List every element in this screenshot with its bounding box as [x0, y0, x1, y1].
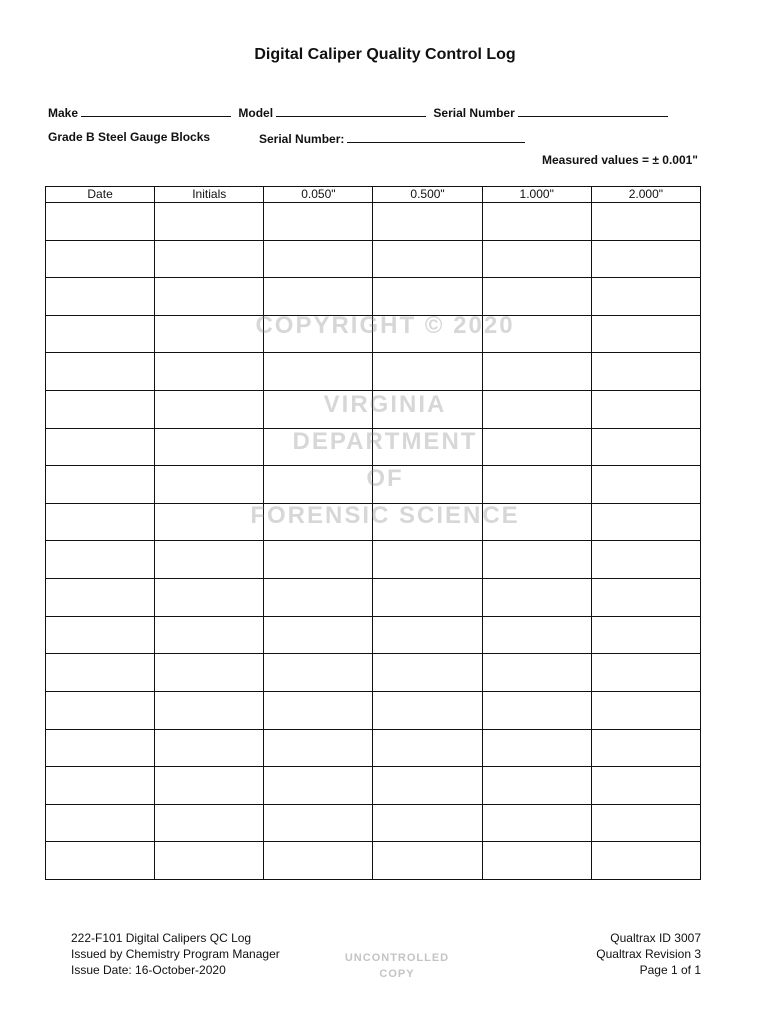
- table-cell[interactable]: [46, 466, 155, 504]
- qc-log-table: [45, 186, 701, 880]
- table-cell[interactable]: [155, 691, 264, 729]
- table-cell[interactable]: [46, 804, 155, 842]
- footer-qualtrax-id: Qualtrax ID 3007: [610, 931, 701, 945]
- table-cell[interactable]: [482, 804, 591, 842]
- table-cell[interactable]: [591, 240, 700, 278]
- table-cell[interactable]: [373, 240, 482, 278]
- table-cell[interactable]: [591, 729, 700, 767]
- table-cell[interactable]: [264, 353, 373, 391]
- table-cell[interactable]: [155, 767, 264, 805]
- table-cell[interactable]: [264, 203, 373, 241]
- table-cell[interactable]: [482, 541, 591, 579]
- table-cell[interactable]: [264, 428, 373, 466]
- footer-qualtrax-revision: Qualtrax Revision 3: [596, 947, 701, 961]
- table-row: [46, 654, 701, 692]
- table-cell[interactable]: [373, 767, 482, 805]
- table-cell[interactable]: [264, 729, 373, 767]
- table-row: [46, 203, 701, 241]
- table-cell[interactable]: [264, 278, 373, 316]
- table-cell[interactable]: [591, 466, 700, 504]
- table-cell[interactable]: [155, 278, 264, 316]
- table-cell[interactable]: [264, 503, 373, 541]
- table-header-row: [46, 187, 701, 203]
- table-cell[interactable]: [155, 391, 264, 429]
- table-row: [46, 278, 701, 316]
- table-cell[interactable]: [46, 842, 155, 880]
- table-cell[interactable]: [155, 804, 264, 842]
- table-cell[interactable]: [46, 729, 155, 767]
- table-cell[interactable]: [591, 278, 700, 316]
- table-cell[interactable]: [591, 315, 700, 353]
- table-cell[interactable]: [46, 541, 155, 579]
- table-cell[interactable]: [46, 278, 155, 316]
- table-cell[interactable]: [155, 541, 264, 579]
- table-cell[interactable]: [482, 428, 591, 466]
- header-1000: 1.000": [482, 187, 591, 203]
- table-cell[interactable]: [373, 579, 482, 617]
- table-cell[interactable]: [482, 767, 591, 805]
- table-cell[interactable]: [373, 203, 482, 241]
- gauge-blocks-label: Grade B Steel Gauge Blocks: [48, 130, 211, 144]
- table-cell[interactable]: [46, 654, 155, 692]
- table-cell[interactable]: [482, 353, 591, 391]
- table-cell[interactable]: [482, 503, 591, 541]
- table-cell[interactable]: [482, 654, 591, 692]
- table-cell[interactable]: [373, 391, 482, 429]
- table-cell[interactable]: [373, 466, 482, 504]
- table-cell[interactable]: [482, 240, 591, 278]
- table-cell[interactable]: [46, 203, 155, 241]
- watermark-line: FORENSIC SCIENCE: [250, 502, 520, 529]
- header-2000: 2.000": [591, 187, 700, 203]
- table-cell[interactable]: [46, 616, 155, 654]
- table-cell[interactable]: [591, 616, 700, 654]
- table-cell[interactable]: [482, 842, 591, 880]
- gauge-serial-label: Serial Number:: [259, 132, 345, 146]
- table-cell[interactable]: [264, 541, 373, 579]
- table-cell[interactable]: [46, 767, 155, 805]
- table-cell[interactable]: [482, 466, 591, 504]
- table-cell[interactable]: [155, 729, 264, 767]
- table-cell[interactable]: [591, 804, 700, 842]
- stamp-line: COPY: [379, 968, 415, 980]
- table-cell[interactable]: [46, 579, 155, 617]
- table-cell[interactable]: [264, 579, 373, 617]
- table-cell[interactable]: [46, 391, 155, 429]
- table-row: [46, 842, 701, 880]
- table-row: [46, 729, 701, 767]
- table-cell[interactable]: [482, 729, 591, 767]
- table-cell[interactable]: [373, 278, 482, 316]
- table-row: [46, 691, 701, 729]
- table-cell[interactable]: [482, 616, 591, 654]
- table-cell[interactable]: [591, 391, 700, 429]
- header-initials: Initials: [155, 187, 264, 203]
- footer-issuer: Issued by Chemistry Program Manager: [71, 947, 280, 961]
- table-cell[interactable]: [373, 842, 482, 880]
- table-row: [46, 579, 701, 617]
- table-row: [46, 541, 701, 579]
- table-cell[interactable]: [373, 541, 482, 579]
- table-cell[interactable]: [264, 315, 373, 353]
- table-cell[interactable]: [46, 240, 155, 278]
- table-row: [46, 503, 701, 541]
- watermark-line: VIRGINIA: [323, 391, 447, 418]
- gauge-serial-row: [259, 130, 529, 146]
- table-cell[interactable]: [373, 353, 482, 391]
- table-cell[interactable]: [155, 428, 264, 466]
- footer-qualtrax-info: [596, 930, 701, 978]
- table-row: [46, 391, 701, 429]
- page-title: Digital Caliper Quality Control Log: [254, 46, 516, 63]
- table-cell[interactable]: [46, 428, 155, 466]
- make-label: Make: [48, 106, 79, 120]
- table-cell[interactable]: [482, 203, 591, 241]
- serial-number-label: Serial Number: [433, 106, 515, 120]
- gauge-serial-field[interactable]: [347, 130, 525, 143]
- table-row: [46, 466, 701, 504]
- table-cell[interactable]: [591, 691, 700, 729]
- model-label: Model: [238, 106, 274, 120]
- stamp-line: UNCONTROLLED: [344, 952, 450, 964]
- table-cell[interactable]: [46, 315, 155, 353]
- table-cell[interactable]: [373, 804, 482, 842]
- table-cell[interactable]: [264, 654, 373, 692]
- table-cell[interactable]: [155, 203, 264, 241]
- copyright-watermark: COPYRIGHT © 2020: [255, 312, 515, 339]
- table-cell[interactable]: [155, 616, 264, 654]
- table-cell[interactable]: [373, 654, 482, 692]
- table-cell[interactable]: [155, 579, 264, 617]
- table-cell[interactable]: [155, 353, 264, 391]
- table-cell[interactable]: [373, 503, 482, 541]
- footer-page-number: Page 1 of 1: [639, 963, 701, 977]
- watermark-line: OF: [366, 465, 404, 492]
- table-cell[interactable]: [46, 353, 155, 391]
- table-cell[interactable]: [591, 579, 700, 617]
- table-cell[interactable]: [591, 428, 700, 466]
- header-0500: 0.500": [373, 187, 482, 203]
- table-cell[interactable]: [155, 842, 264, 880]
- table-cell[interactable]: [373, 428, 482, 466]
- table-cell[interactable]: [155, 654, 264, 692]
- table-cell[interactable]: [264, 842, 373, 880]
- header-date: Date: [46, 187, 155, 203]
- table-row: [46, 804, 701, 842]
- table-cell[interactable]: [591, 353, 700, 391]
- table-cell[interactable]: [155, 240, 264, 278]
- table-cell[interactable]: [482, 391, 591, 429]
- table-cell[interactable]: [264, 804, 373, 842]
- table-cell[interactable]: [482, 315, 591, 353]
- table-cell[interactable]: [264, 691, 373, 729]
- footer-form-id: 222-F101 Digital Calipers QC Log: [71, 931, 252, 945]
- table-cell[interactable]: [591, 842, 700, 880]
- table-cell[interactable]: [155, 503, 264, 541]
- measured-values-note: Measured values = ± 0.001": [541, 153, 698, 167]
- table-cell[interactable]: [373, 729, 482, 767]
- footer-issue-date: Issue Date: 16-October-2020: [71, 963, 226, 977]
- table-cell[interactable]: [264, 240, 373, 278]
- table-cell[interactable]: [264, 466, 373, 504]
- table-cell[interactable]: [46, 503, 155, 541]
- instrument-fields-row: [48, 104, 672, 120]
- table-row: [46, 240, 701, 278]
- table-cell[interactable]: [373, 616, 482, 654]
- table-cell[interactable]: [155, 466, 264, 504]
- table-cell[interactable]: [373, 315, 482, 353]
- table-cell[interactable]: [591, 541, 700, 579]
- table-row: [46, 315, 701, 353]
- table-cell[interactable]: [264, 616, 373, 654]
- table-cell[interactable]: [482, 579, 591, 617]
- table-cell[interactable]: [591, 654, 700, 692]
- table-cell[interactable]: [591, 767, 700, 805]
- table-cell[interactable]: [591, 503, 700, 541]
- serial-number-field[interactable]: [518, 104, 668, 117]
- table-body: [46, 203, 701, 880]
- table-cell[interactable]: [591, 203, 700, 241]
- table-row: [46, 767, 701, 805]
- table-cell[interactable]: [46, 691, 155, 729]
- table-row: [46, 428, 701, 466]
- table-cell[interactable]: [482, 691, 591, 729]
- watermark-line: DEPARTMENT: [292, 428, 478, 455]
- table-cell[interactable]: [264, 767, 373, 805]
- table-cell[interactable]: [373, 691, 482, 729]
- table-row: [46, 353, 701, 391]
- header-0050: 0.050": [264, 187, 373, 203]
- table-cell[interactable]: [482, 278, 591, 316]
- table-cell[interactable]: [155, 315, 264, 353]
- make-field[interactable]: [81, 104, 231, 117]
- model-field[interactable]: [276, 104, 426, 117]
- table-row: [46, 616, 701, 654]
- table-cell[interactable]: [264, 391, 373, 429]
